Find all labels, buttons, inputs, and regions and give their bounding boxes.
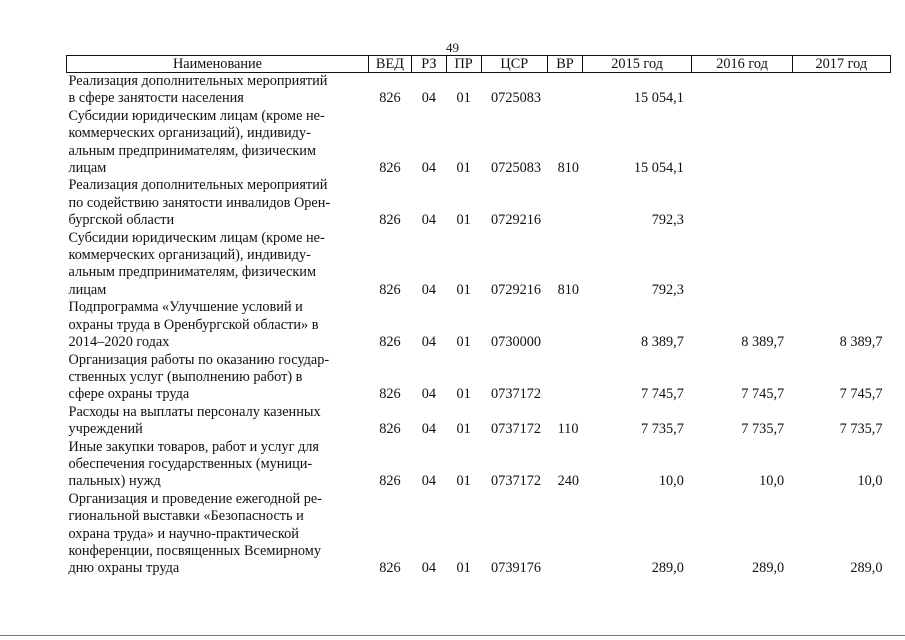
table-row [67, 404, 891, 439]
rz-cell: 04 [421, 560, 436, 577]
value-2016: 289,0 [752, 560, 785, 577]
ved-cell: 826 [379, 212, 401, 229]
header-csr: ЦСР [481, 56, 548, 73]
budget-table [66, 55, 891, 578]
rz-cell: 04 [421, 160, 436, 177]
row-name-line: конференции, посвященных Всемирному [68, 542, 321, 559]
row-name-line: 2014–2020 годах [68, 334, 170, 351]
row-name [67, 439, 369, 491]
vr-cell [548, 299, 583, 351]
row-name-line: в сфере занятости населения [68, 90, 244, 107]
csr-cell: 0729216 [491, 212, 542, 229]
value-2017: 7 745,7 [839, 386, 883, 403]
table-row [67, 108, 891, 178]
value-2017 [792, 230, 890, 300]
value-2016: 10,0 [759, 473, 785, 490]
row-name-line: Субсидии юридическим лицам (кроме не- [68, 107, 325, 124]
row-name-line: учреждений [68, 421, 143, 438]
row-name [67, 404, 369, 439]
row-name-line: Иные закупки товаров, работ и услуг для [68, 438, 319, 455]
pr-cell: 01 [456, 386, 471, 403]
vr-cell: 110 [557, 421, 579, 438]
row-name [67, 299, 369, 351]
row-name-line: Организация работы по оказанию государ- [68, 351, 330, 368]
row-name [67, 73, 369, 108]
row-name-line: по содействию занятости инвалидов Орен- [68, 194, 331, 211]
pr-cell: 01 [456, 473, 471, 490]
value-2016 [692, 73, 792, 108]
value-2017: 289,0 [850, 560, 883, 577]
vr-cell: 810 [557, 281, 580, 298]
value-2017 [792, 108, 890, 178]
value-2016 [692, 108, 792, 178]
table-row [67, 352, 891, 404]
row-name-line: Реализация дополнительных мероприятий [68, 177, 328, 194]
row-name-line: альным предпринимателям, физическим [68, 142, 317, 159]
header-ved: ВЕД [368, 56, 411, 73]
row-name-line: ственных услуг (выполнению работ) в [68, 368, 303, 385]
value-2016 [692, 230, 792, 300]
ved-cell: 826 [379, 90, 401, 107]
header-rz: РЗ [411, 56, 446, 73]
value-2016 [692, 177, 792, 229]
csr-cell: 0725083 [491, 160, 542, 177]
vr-cell: 240 [557, 473, 580, 490]
row-name [67, 491, 369, 578]
page-edge [0, 635, 905, 636]
csr-cell: 0729216 [491, 281, 542, 298]
value-2015: 7 735,7 [640, 421, 684, 438]
csr-cell: 0730000 [491, 334, 542, 351]
header-2015: 2015 год [582, 56, 692, 73]
row-name-line: бургской области [68, 212, 175, 229]
row-name-line: Реализация дополнительных мероприятий [68, 73, 328, 89]
rz-cell: 04 [421, 281, 436, 298]
row-name-line: Подпрограмма «Улучшение условий и [68, 299, 303, 316]
row-name-line: охраны труда в Оренбургской области» в [68, 316, 319, 333]
value-2016: 7 745,7 [741, 386, 785, 403]
pr-cell: 01 [456, 560, 471, 577]
ved-cell: 826 [379, 560, 401, 577]
row-name [67, 108, 369, 178]
header-vr: ВР [548, 56, 583, 73]
pr-cell: 01 [456, 421, 471, 438]
row-name-line: охрана труда» и научно-практической [68, 525, 299, 542]
value-2015: 15 054,1 [633, 160, 684, 177]
value-2016: 8 389,7 [741, 334, 785, 351]
rz-cell: 04 [421, 90, 436, 107]
value-2015: 7 745,7 [640, 386, 684, 403]
row-name-line: лицам [68, 160, 107, 177]
rz-cell: 04 [421, 334, 436, 351]
row-name [67, 352, 369, 404]
ved-cell: 826 [379, 386, 401, 403]
header-name: Наименование [67, 56, 369, 73]
vr-cell [548, 352, 583, 404]
ved-cell: 826 [379, 473, 401, 490]
header-2016: 2016 год [692, 56, 792, 73]
value-2016: 7 735,7 [741, 421, 785, 438]
header-2017: 2017 год [792, 56, 890, 73]
table-body [67, 73, 891, 578]
rz-cell: 04 [421, 421, 436, 438]
row-name-line: сфере охраны труда [68, 386, 190, 403]
pr-cell: 01 [456, 212, 471, 229]
table-row [67, 491, 891, 578]
row-name-line: коммерческих организаций), индивиду- [68, 247, 311, 264]
row-name-line: гиональной выставки «Безопасность и [68, 508, 304, 525]
row-name-line: дню охраны труда [68, 560, 180, 577]
csr-cell: 0725083 [491, 90, 542, 107]
row-name-line: обеспечения государственных (муници- [68, 455, 313, 472]
page-number: 49 [446, 40, 459, 55]
row-name-line: альным предпринимателям, физическим [68, 264, 317, 281]
csr-cell: 0737172 [491, 421, 542, 438]
pr-cell: 01 [456, 160, 471, 177]
value-2015: 8 389,7 [640, 334, 684, 351]
row-name-line: пальных) нужд [68, 473, 161, 490]
value-2015: 10,0 [658, 473, 684, 490]
ved-cell: 826 [379, 281, 401, 298]
table-row [67, 439, 891, 491]
rz-cell: 04 [421, 212, 436, 229]
value-2017 [792, 177, 890, 229]
rz-cell: 04 [421, 473, 436, 490]
value-2015: 15 054,1 [633, 90, 684, 107]
row-name-line: Субсидии юридическим лицам (кроме не- [68, 229, 325, 246]
header-row [67, 56, 891, 73]
value-2015: 289,0 [651, 560, 684, 577]
value-2017: 8 389,7 [839, 334, 883, 351]
row-name-line: лицам [68, 281, 107, 298]
table-row [67, 299, 891, 351]
table-row [67, 230, 891, 300]
ved-cell: 826 [379, 160, 401, 177]
row-name-line: Расходы на выплаты персоналу казенных [68, 403, 321, 420]
rz-cell: 04 [421, 386, 436, 403]
vr-cell [548, 177, 583, 229]
vr-cell [548, 491, 583, 578]
row-name-line: коммерческих организаций), индивиду- [68, 125, 311, 142]
ved-cell: 826 [379, 421, 401, 438]
csr-cell: 0737172 [491, 386, 542, 403]
pr-cell: 01 [456, 281, 471, 298]
value-2015: 792,3 [651, 281, 684, 298]
header-pr: ПР [446, 56, 481, 73]
value-2017: 7 735,7 [839, 421, 883, 438]
pr-cell: 01 [456, 334, 471, 351]
row-name [67, 230, 369, 300]
table-row [67, 73, 891, 108]
vr-cell: 810 [557, 160, 580, 177]
value-2015: 792,3 [651, 212, 684, 229]
row-name-line: Организация и проведение ежегодной ре- [68, 490, 322, 507]
ved-cell: 826 [379, 334, 401, 351]
value-2017 [792, 73, 890, 108]
row-name [67, 177, 369, 229]
pr-cell: 01 [456, 90, 471, 107]
csr-cell: 0737172 [491, 473, 542, 490]
vr-cell [548, 73, 583, 108]
table-row [67, 177, 891, 229]
csr-cell: 0739176 [491, 560, 542, 577]
value-2017: 10,0 [857, 473, 883, 490]
